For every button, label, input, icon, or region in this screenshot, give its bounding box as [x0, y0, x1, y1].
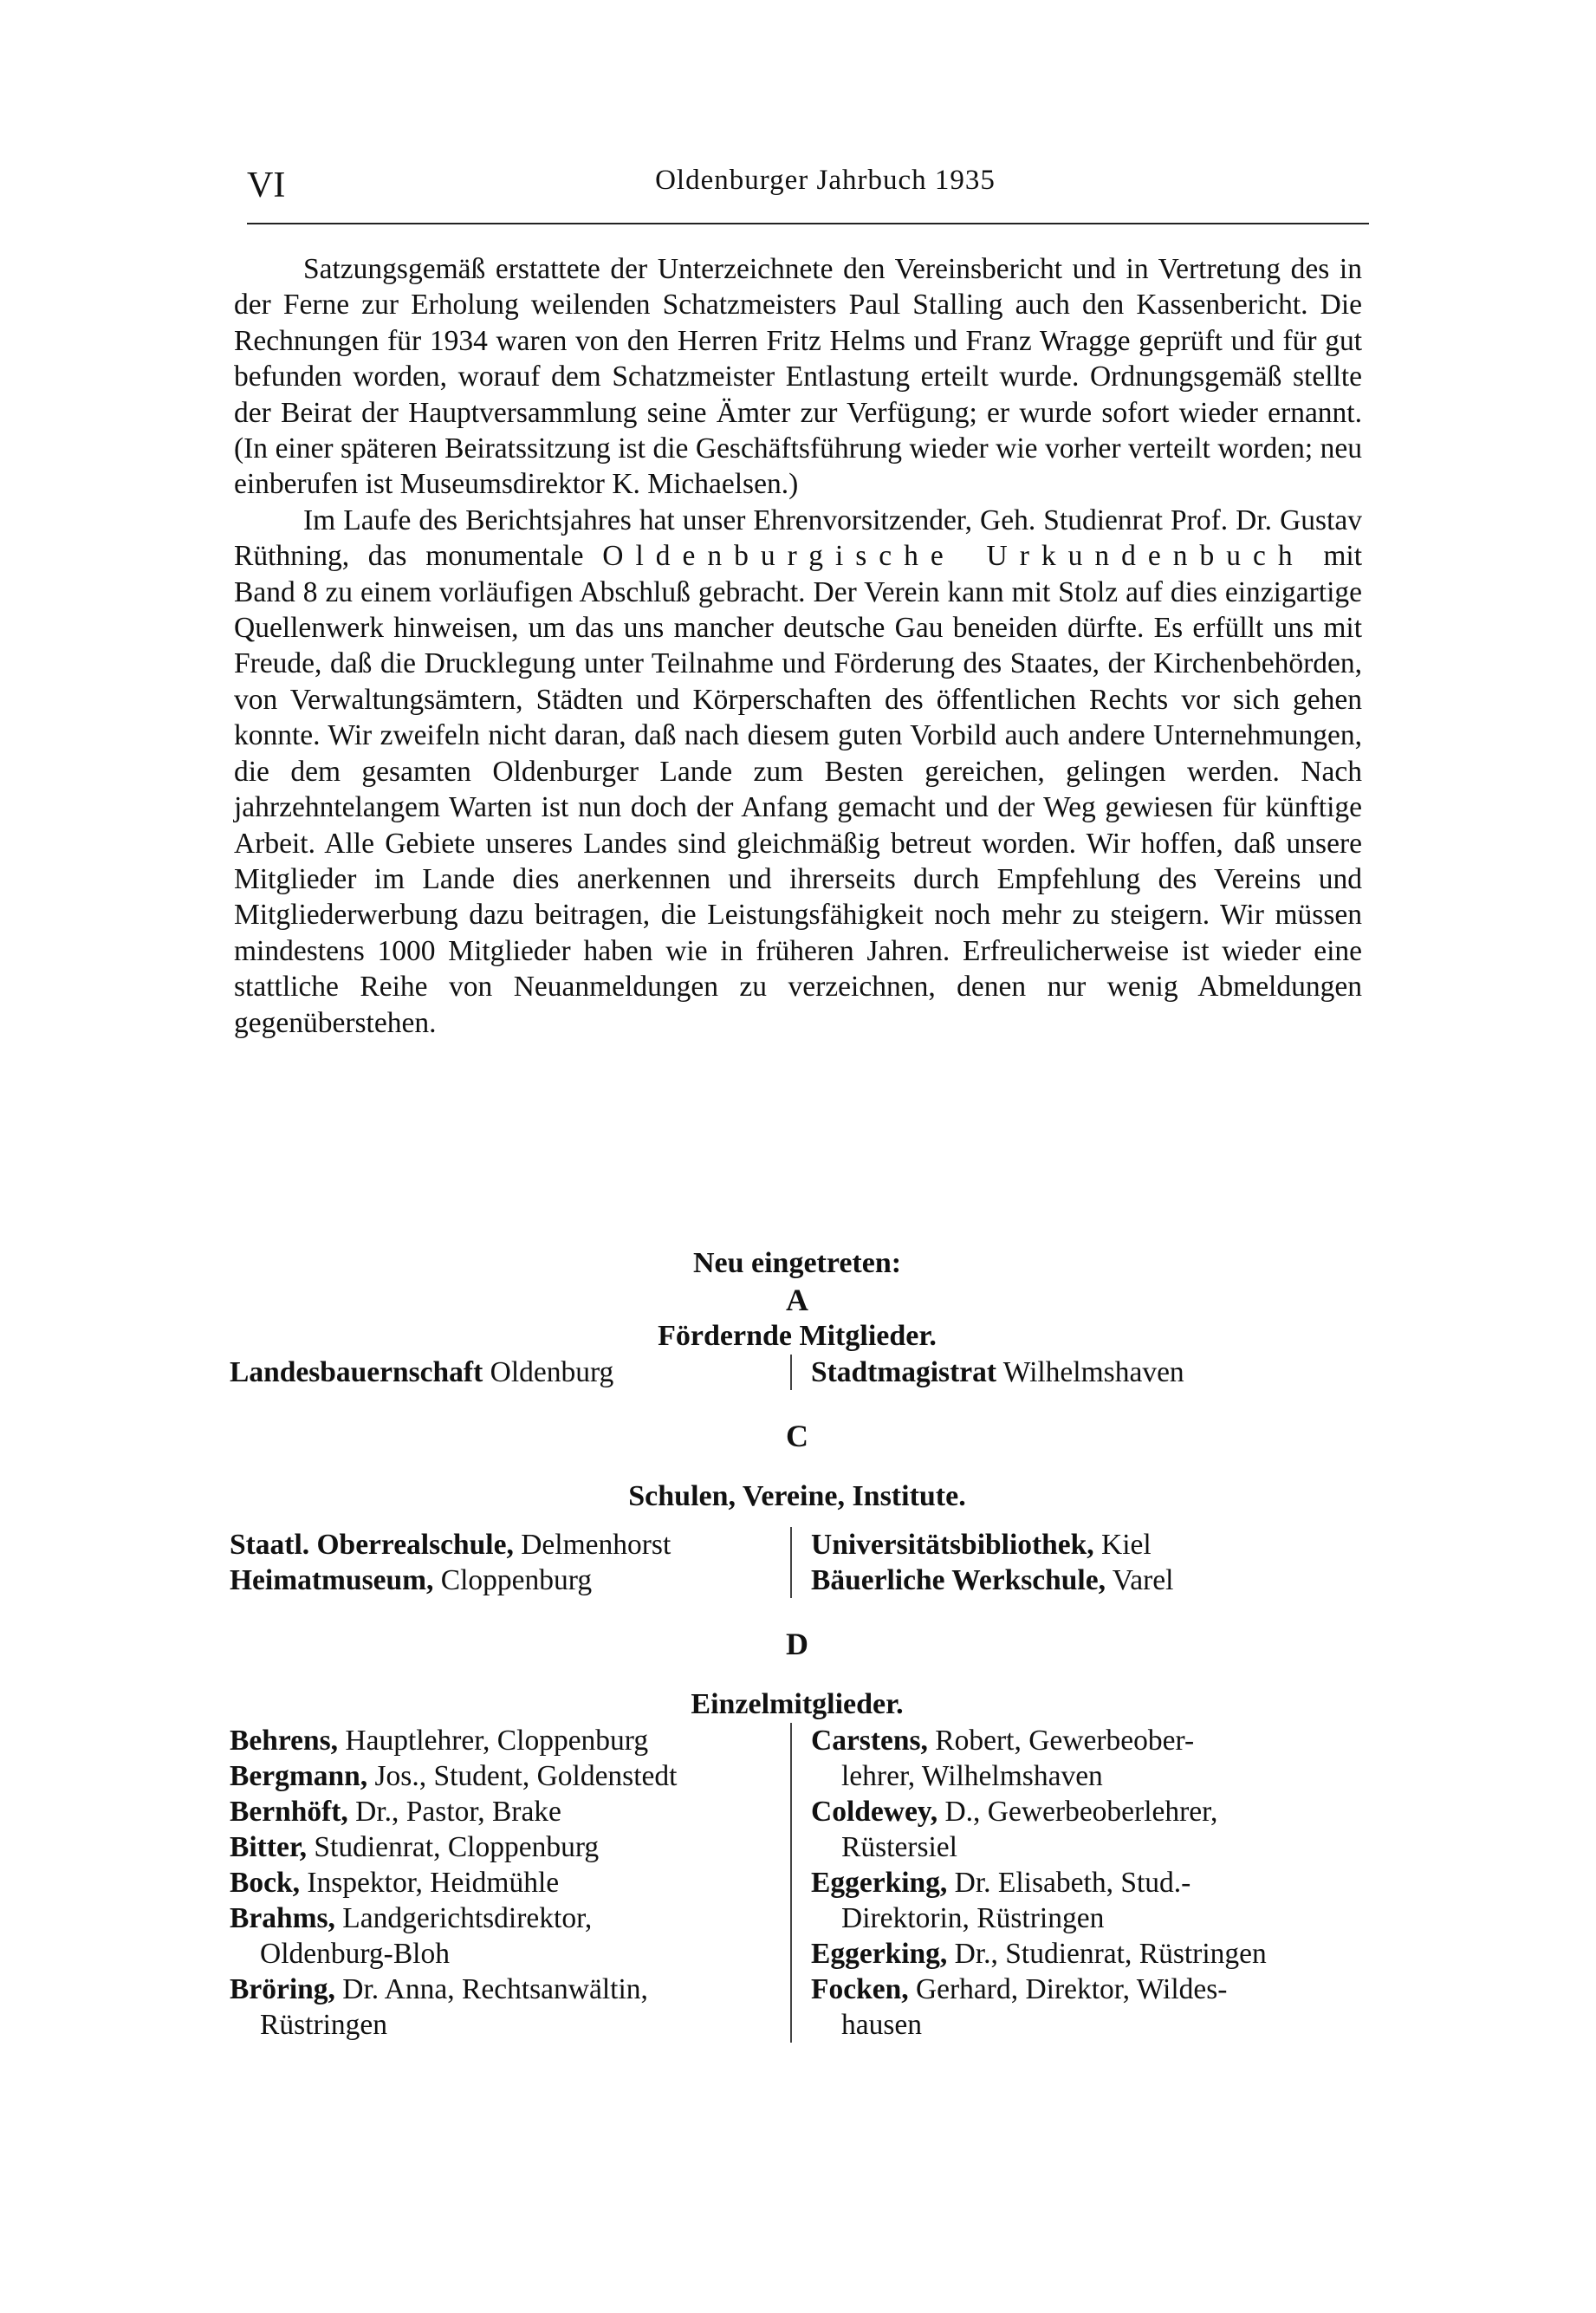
list-item [230, 1794, 783, 1829]
member-detail: Dr. Anna, Rechtsanwältin, [334, 1973, 648, 2005]
list-item [230, 1865, 783, 1900]
page-number: VI [247, 166, 286, 205]
list-item [230, 1758, 783, 1794]
right-column [790, 1723, 1365, 2043]
member-detail-continued: Direktorin, Rüstringen [841, 1902, 1105, 1934]
paragraph-2 [234, 503, 1362, 1041]
section-columns [230, 1723, 1365, 2043]
paragraph-2-rest: mit Band 8 zu einem vorläufigen Abschluß gebracht. Der Verein kann mit Stolz auf dies einzigartige Quellenwerk hinweisen, um das uns mancher deutsche Gau beneiden dürfte. Es erfüllt uns mit Freude, daß die Drucklegung unter Teilnahme und Förderung des Staates, der Kirchenbehörden, von Verwaltungsämtern, Städten und Körperschaften des öffentlichen Rechts vor sich gehen konnte. Wir zweifeln nicht daran, daß nach diesem guten Vorbild auch andere Unternehmungen, die dem gesamten Oldenburger Lande zum Besten gereichen, gelingen werden. Nach jahrzehntelangem Warten ist nun doch der Anfang gemacht und der Weg gewiesen für künftige Arbeit. Alle Gebiete unseres Landes sind gleichmäßig betreut worden. Wir hoffen, daß unsere Mitglieder im Lande dies anerkennen und ihrerseits durch Empfehlung des Vereins und Mitgliederwerbung dazu beitragen, die Leistungsfähigkeit noch mehr zu steigern. Wir müssen mindestens 1000 Mitglieder haben wie in früheren Jahren. Erfreulicherweise ist wieder eine stattliche Reihe von Neuanmeldungen zu verzeichnen, denen nur wenig Abmeldungen gegenüberstehen. [234, 540, 1363, 1039]
section-letter: C [786, 1419, 808, 1453]
member-detail: Dr., Studienrat, Rüstringen [947, 1938, 1267, 1970]
member-name: Brahms, [230, 1902, 335, 1934]
member-name: Bröring, [230, 1973, 335, 2005]
section-columns [230, 1527, 1365, 1598]
member-name: Focken, [811, 1973, 909, 2005]
spaced-title: Oldenburgische Urkundenbuch [602, 540, 1305, 573]
running-head: Oldenburger Jahrbuch 1935 [655, 165, 996, 196]
list-item [811, 1865, 1365, 1936]
member-detail: Wilhelmshaven [996, 1356, 1184, 1388]
member-detail: Kiel [1093, 1529, 1152, 1561]
list-item [811, 1936, 1365, 1972]
list-item [811, 1563, 1365, 1598]
member-name: Heimatmuseum, [230, 1564, 434, 1596]
member-detail: Robert, Gewerbeober- [927, 1725, 1195, 1757]
member-detail: Studienrat, Cloppenburg [307, 1831, 600, 1863]
member-detail: Dr. Elisabeth, Stud.- [947, 1867, 1191, 1899]
member-name: Bernhöft, [230, 1796, 348, 1828]
member-detail: Hauptlehrer, Cloppenburg [338, 1725, 649, 1757]
paragraph-1: Satzungsgemäß erstattete der Unterzeichnete den Vereinsbericht und in Vertretung des in der Ferne zur Erholung weilenden Schatzmeisters Paul Stalling auch den Kassenbericht. Die Rechnungen für 1934 waren von den Herren Fritz Helms und Franz Wragge geprüft und für gut befunden worden, worauf dem Schatzmeister Entlastung erteilt wurde. Ordnungsgemäß stellte der Beirat der Hauptversammlung seine Ämter zur Verfügung; er wurde sofort wieder ernannt. (In einer späteren Beiratssitzung ist die Geschäftsführung wieder wie vorher verteilt worden; neu einberufen ist Museumsdirektor K. Michaelsen.) [234, 253, 1362, 501]
member-detail-continued: Rüstringen [260, 2009, 388, 2041]
member-detail-continued: hausen [841, 2009, 923, 2041]
member-detail: Landgerichtsdirektor, [334, 1902, 593, 1934]
list-item [811, 1972, 1365, 2043]
right-column [790, 1355, 1365, 1390]
member-detail: Gerhard, Direktor, Wildes- [908, 1973, 1228, 2005]
list-item [811, 1527, 1365, 1563]
list-item [230, 1829, 783, 1865]
list-item [230, 1563, 783, 1598]
list-item [230, 1723, 783, 1758]
member-detail-continued: lehrer, Wilhelmshaven [841, 1760, 1103, 1792]
member-detail: Dr., Pastor, Brake [347, 1796, 561, 1828]
list-title: Neu eingetreten: [692, 1247, 902, 1279]
member-name: Bock, [230, 1867, 300, 1899]
right-column [790, 1527, 1365, 1598]
member-name: Coldewey, [811, 1796, 938, 1828]
member-name: Bäuerliche Werkschule, [811, 1564, 1106, 1596]
section-columns [230, 1355, 1365, 1390]
left-column [230, 1723, 783, 2043]
member-detail: Inspektor, Heidmühle [299, 1867, 560, 1899]
report-text [234, 251, 1362, 1041]
list-item [230, 1900, 783, 1972]
member-name: Eggerking, [811, 1938, 948, 1970]
list-item [230, 1972, 783, 2043]
member-name: Bitter, [230, 1831, 308, 1863]
member-detail: Oldenburg [483, 1356, 614, 1388]
member-name: Universitätsbibliothek, [811, 1529, 1094, 1561]
page-header [247, 165, 1369, 224]
paragraph-2-start: Im Laufe des Berichtsjahres hat unser Ehrenvorsitzender, Geh. Studienrat Prof. Dr. Gustav Rüthning, das monumentale [234, 504, 1362, 573]
left-column [230, 1355, 783, 1390]
member-detail: Cloppenburg [433, 1564, 593, 1596]
section-letter: D [786, 1627, 808, 1661]
member-name: Staatl. Oberrealschule, [230, 1529, 514, 1561]
member-detail: Delmenhorst [513, 1529, 671, 1561]
member-name: Stadtmagistrat [811, 1356, 997, 1388]
section-heading: Schulen, Vereine, Institute. [628, 1480, 966, 1512]
list-item [230, 1355, 783, 1390]
member-name: Eggerking, [811, 1867, 948, 1899]
member-name: Carstens, [811, 1725, 928, 1757]
member-name: Landesbauernschaft [230, 1356, 483, 1388]
section-letter: A [786, 1283, 808, 1317]
list-item [811, 1355, 1365, 1390]
member-detail: Jos., Student, Goldenstedt [367, 1760, 678, 1792]
section-heading: Einzelmitglieder. [691, 1688, 904, 1720]
member-detail-continued: Oldenburg-Bloh [260, 1938, 450, 1970]
member-detail: Varel [1105, 1564, 1174, 1596]
list-item [230, 1527, 783, 1563]
list-item [811, 1723, 1365, 1794]
member-detail-continued: Rüstersiel [841, 1831, 957, 1863]
member-lists [230, 1245, 1365, 2043]
left-column [230, 1527, 783, 1598]
member-name: Bergmann, [230, 1760, 368, 1792]
member-detail: D., Gewerbeoberlehrer, [937, 1796, 1218, 1828]
member-name: Behrens, [230, 1725, 339, 1757]
section-heading: Fördernde Mitglieder. [658, 1320, 937, 1352]
list-item [811, 1794, 1365, 1865]
